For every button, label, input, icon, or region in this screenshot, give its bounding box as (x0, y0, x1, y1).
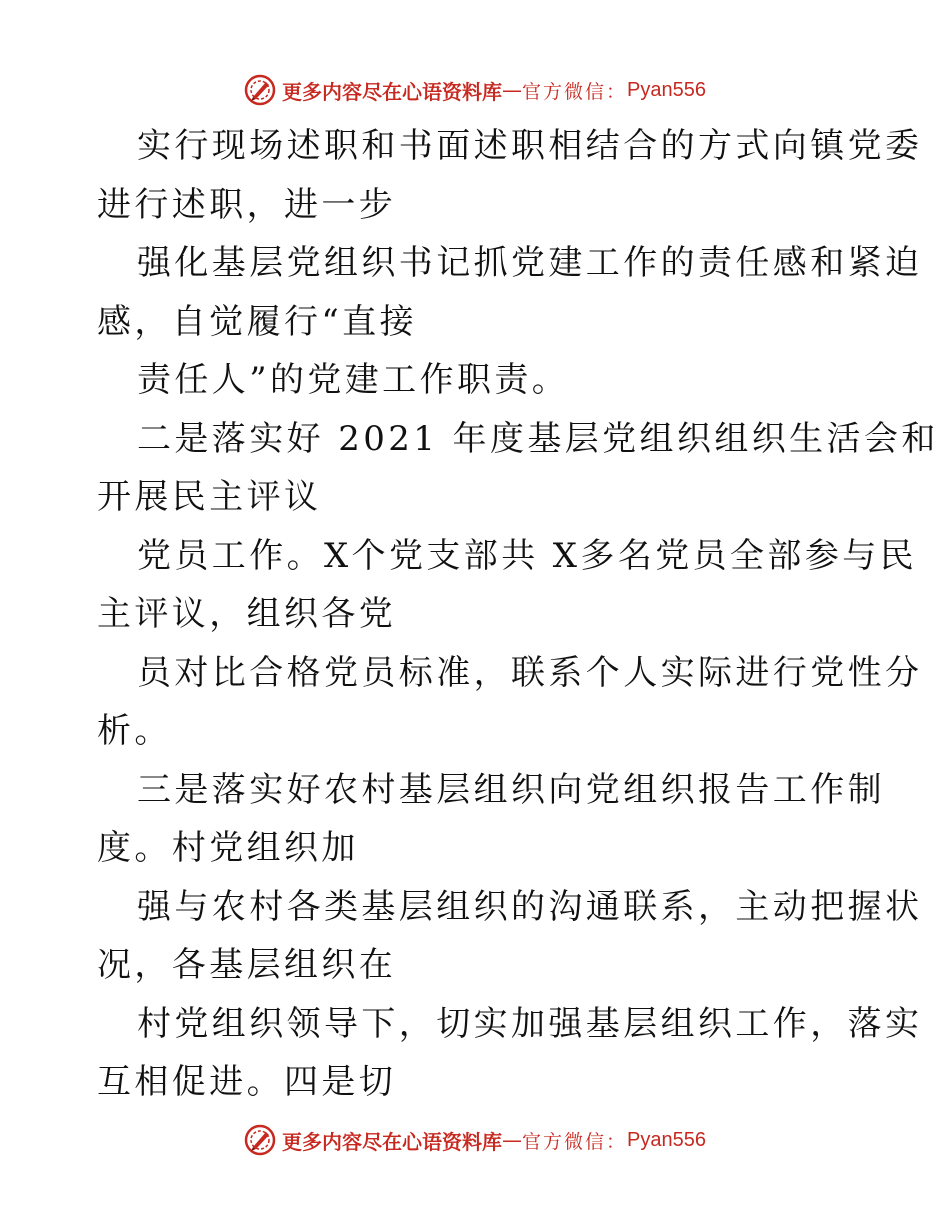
body-line: 况，各基层组织在 (97, 945, 397, 985)
footer-separator: — (502, 1128, 522, 1152)
body-line: 析。 (97, 711, 172, 751)
document-body (97, 117, 939, 1112)
body-line: 责任人”的党建工作职责。 (137, 360, 570, 400)
body-line: 强化基层党组织书记抓党建工作的责任感和紧迫 (137, 243, 923, 283)
body-line: 进行述职，进一步 (97, 184, 397, 225)
body-line: 村党组织领导下，切实加强基层组织工作，落实 (137, 1003, 923, 1044)
body-line: 二是落实好 2021 年度基层党组织组织生活会和 (137, 418, 939, 459)
quill-pen-logo-icon (244, 74, 276, 106)
footer-banner (0, 1120, 950, 1160)
header-wechat-id: Pyan556 (627, 78, 706, 101)
header-brand-text: 更多内容尽在心语资料库 (282, 79, 502, 104)
header-banner (0, 70, 950, 110)
footer-wechat-label: 官方微信： (522, 1130, 628, 1153)
footer-wechat-id: Pyan556 (627, 1128, 706, 1151)
body-line: 三是落实好农村基层组织向党组织报告工作制 (137, 769, 885, 810)
body-line: 主评议，组织各党 (97, 594, 397, 634)
body-line: 党员工作。X个党支部共 X多名党员全部参与民 (137, 535, 918, 576)
body-line: 实行现场述职和书面述职相结合的方式向镇党委 (137, 126, 923, 166)
header-separator: — (502, 78, 522, 102)
body-line: 互相促进。四是切 (97, 1062, 397, 1102)
body-line: 度。村党组织加 (97, 828, 359, 868)
body-line: 员对比合格党员标准，联系个人实际进行党性分 (137, 652, 923, 693)
body-line: 开展民主评议 (97, 477, 322, 517)
body-line: 感，自觉履行“直接 (97, 301, 417, 342)
body-line: 强与农村各类基层组织的沟通联系，主动把握状 (137, 886, 923, 927)
footer-brand-text: 更多内容尽在心语资料库 (282, 1129, 502, 1154)
quill-pen-logo-icon (244, 1124, 276, 1156)
header-wechat-label: 官方微信： (522, 80, 628, 103)
